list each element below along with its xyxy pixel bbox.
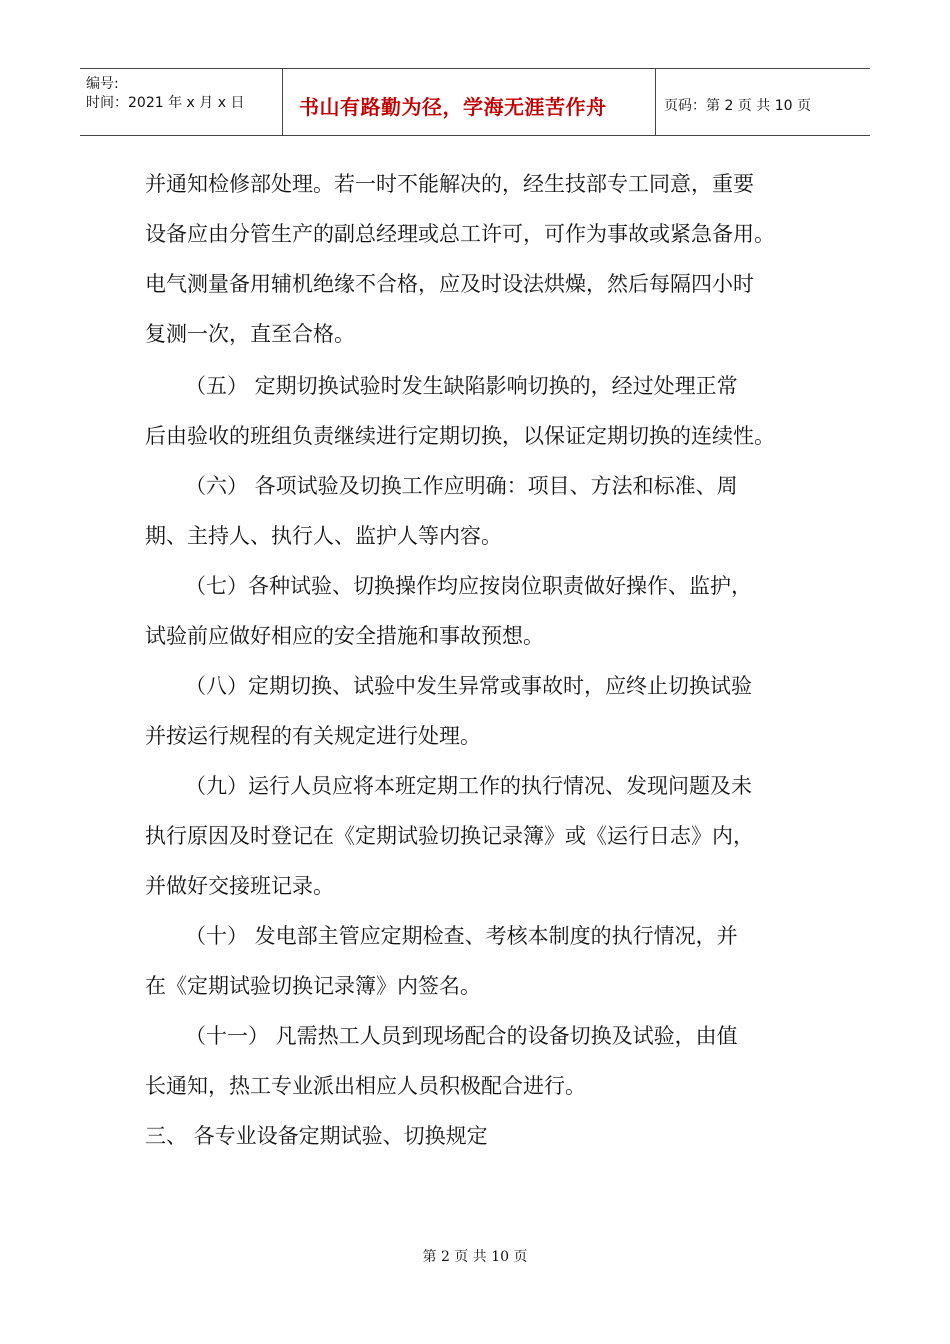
document-number-label: 编号: <box>86 76 119 92</box>
body-line: 执行原因及时登记在《定期试验切换记录簿》或《运行日志》内， <box>145 824 754 848</box>
body-line: 在《定期试验切换记录簿》内签名。 <box>145 974 481 998</box>
body-line: （八）定期切换、试验中发生异常或事故时，应终止切换试验 <box>185 674 752 698</box>
section-heading: 三、 各专业设备定期试验、切换规定 <box>145 1124 488 1148</box>
body-line: 并做好交接班记录。 <box>145 874 334 898</box>
body-line: （五） 定期切换试验时发生缺陷影响切换的，经过处理正常 <box>185 374 738 398</box>
body-line: （十） 发电部主管应定期检查、考核本制度的执行情况，并 <box>185 924 738 948</box>
body-line: 设备应由分管生产的副总经理或总工许可，可作为事故或紧急备用。 <box>145 222 775 246</box>
header-page-info: 页码：第 2 页 共 10 页 <box>664 98 811 114</box>
body-line: 后由验收的班组负责继续进行定期切换，以保证定期切换的连续性。 <box>145 424 775 448</box>
body-line: （九）运行人员应将本班定期工作的执行情况、发现问题及未 <box>185 774 752 798</box>
body-line: 试验前应做好相应的安全措施和事故预想。 <box>145 624 544 648</box>
body-line: （六） 各项试验及切换工作应明确：项目、方法和标准、周 <box>185 474 738 498</box>
page-footer: 第 2 页 共 10 页 <box>422 1249 528 1265</box>
body-line: 期、主持人、执行人、监护人等内容。 <box>145 524 502 548</box>
body-line: 复测一次，直至合格。 <box>145 322 355 346</box>
body-line: 电气测量备用辅机绝缘不合格，应及时设法烘燥，然后每隔四小时 <box>145 272 754 296</box>
body-line: 并通知检修部处理。若一时不能解决的，经生技部专工同意，重要 <box>145 172 754 196</box>
body-line: （七）各种试验、切换操作均应按岗位职责做好操作、监护， <box>185 574 752 598</box>
header-motto: 书山有路勤为径，学海无涯苦作舟 <box>299 95 607 119</box>
body-line: （十一） 凡需热工人员到现场配合的设备切换及试验，由值 <box>185 1024 738 1048</box>
body-line: 并按运行规程的有关规定进行处理。 <box>145 724 481 748</box>
document-date-label: 时间：2021 年 x 月 x 日 <box>86 95 245 111</box>
body-line: 长通知，热工专业派出相应人员积极配合进行。 <box>145 1074 586 1098</box>
